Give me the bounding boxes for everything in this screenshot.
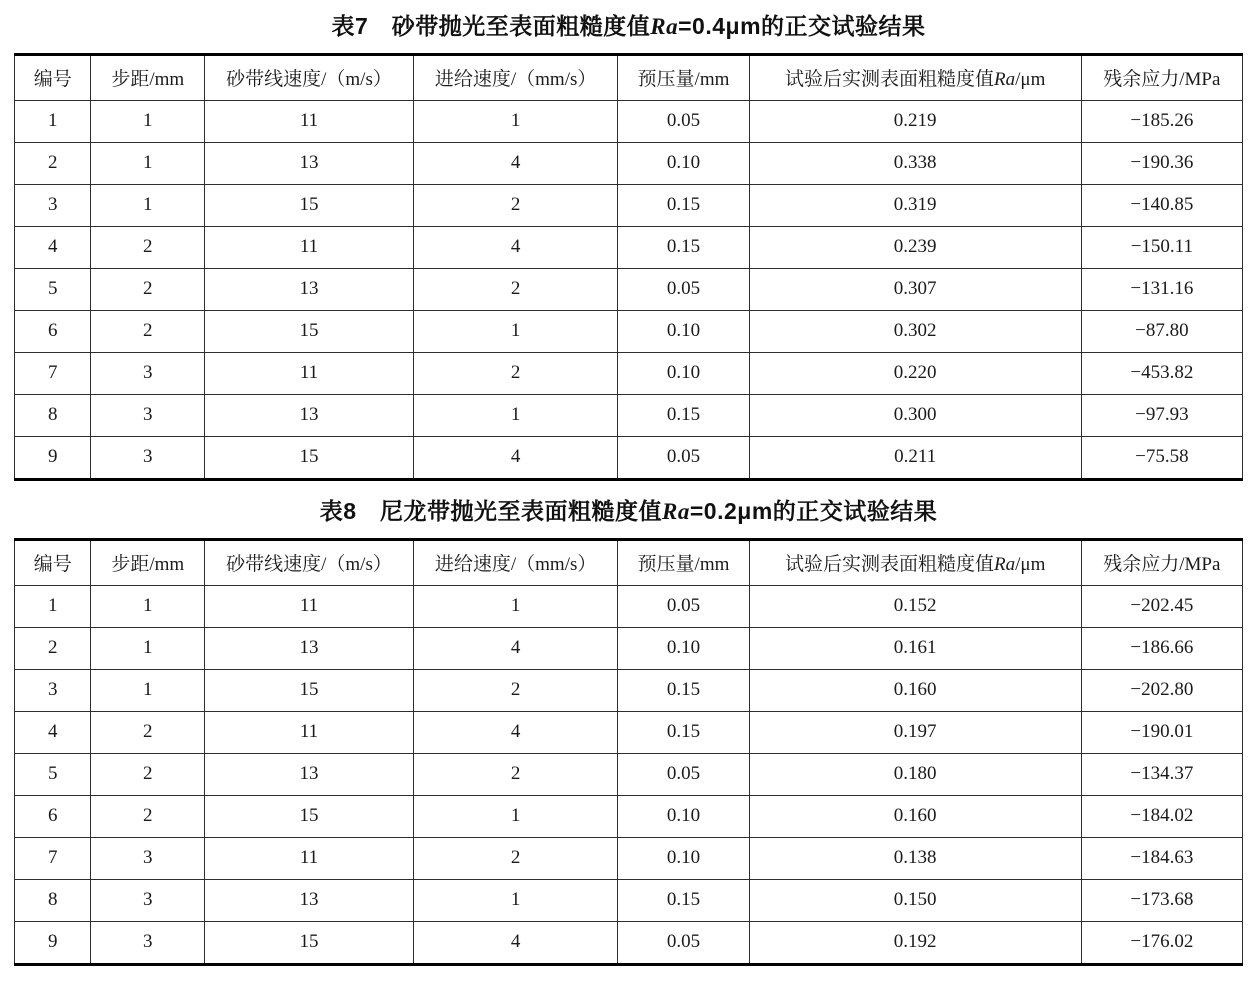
table-row [15, 184, 1243, 226]
table-cell: 1 [414, 310, 618, 352]
table-cell: −131.16 [1081, 268, 1242, 310]
table-cell: 15 [204, 669, 413, 711]
table-cell: 13 [204, 753, 413, 795]
table-row [15, 795, 1243, 837]
table-cell: 5 [15, 268, 91, 310]
table-cell: 1 [15, 100, 91, 142]
column-header: 砂带线速度/（m/s） [204, 54, 413, 100]
table-cell: 11 [204, 352, 413, 394]
header-row [15, 54, 1243, 100]
table-cell: 1 [414, 585, 618, 627]
table-cell: 0.15 [618, 394, 749, 436]
table-cell: 0.211 [749, 436, 1081, 479]
table-cell: 2 [15, 142, 91, 184]
table-cell: 7 [15, 837, 91, 879]
table-cell: 11 [204, 711, 413, 753]
table-row [15, 921, 1243, 964]
table-cell: 0.152 [749, 585, 1081, 627]
table-cell: 0.15 [618, 226, 749, 268]
table-cell: 1 [414, 100, 618, 142]
table-cell: 1 [414, 879, 618, 921]
table-cell: 0.300 [749, 394, 1081, 436]
column-header: 试验后实测表面粗糙度值Ra/μm [749, 54, 1081, 100]
table-row [15, 394, 1243, 436]
table-cell: 4 [15, 711, 91, 753]
table-cell: 2 [414, 268, 618, 310]
table-cell: 9 [15, 436, 91, 479]
table-cell: 4 [414, 711, 618, 753]
table-cell: 13 [204, 879, 413, 921]
table-cell: 13 [204, 268, 413, 310]
table-row [15, 627, 1243, 669]
table-cell: 1 [91, 100, 205, 142]
table-cell: 0.05 [618, 100, 749, 142]
table-cell: 0.15 [618, 879, 749, 921]
table-cell: 3 [91, 921, 205, 964]
table-cell: −184.02 [1081, 795, 1242, 837]
table-cell: 2 [414, 352, 618, 394]
table-cell: 1 [91, 142, 205, 184]
table-cell: 0.150 [749, 879, 1081, 921]
table-cell: 0.239 [749, 226, 1081, 268]
table-cell: 3 [91, 394, 205, 436]
table-cell: 9 [15, 921, 91, 964]
column-header: 残余应力/MPa [1081, 539, 1242, 585]
table-cell: −184.63 [1081, 837, 1242, 879]
table-cell: 11 [204, 837, 413, 879]
table-cell: 6 [15, 795, 91, 837]
table-cell: 0.319 [749, 184, 1081, 226]
table-8-caption: 表8 尼龙带抛光至表面粗糙度值Ra=0.2μm的正交试验结果 [319, 497, 938, 524]
table-cell: 11 [204, 585, 413, 627]
table-cell: 0.220 [749, 352, 1081, 394]
table-cell: 3 [91, 837, 205, 879]
table-cell: 0.10 [618, 310, 749, 352]
header-row [15, 539, 1243, 585]
table-row [15, 669, 1243, 711]
table-cell: 0.15 [618, 184, 749, 226]
table-cell: 0.161 [749, 627, 1081, 669]
table-cell: 13 [204, 627, 413, 669]
table-row [15, 310, 1243, 352]
table-cell: 2 [91, 711, 205, 753]
table-cell: 0.05 [618, 921, 749, 964]
table-cell: 2 [91, 795, 205, 837]
table-cell: −75.58 [1081, 436, 1242, 479]
table-cell: 4 [15, 226, 91, 268]
table-cell: 2 [91, 268, 205, 310]
table-cell: 0.05 [618, 753, 749, 795]
column-header: 预压量/mm [618, 539, 749, 585]
table-row [15, 753, 1243, 795]
table-cell: 0.307 [749, 268, 1081, 310]
table-cell: −186.66 [1081, 627, 1242, 669]
table-row [15, 142, 1243, 184]
table-cell: 2 [414, 184, 618, 226]
table-cell: 3 [91, 352, 205, 394]
table-cell: 0.10 [618, 795, 749, 837]
column-header: 残余应力/MPa [1081, 54, 1242, 100]
table-cell: 15 [204, 436, 413, 479]
table-7-block [14, 12, 1243, 481]
table-cell: 1 [414, 795, 618, 837]
table-cell: −202.45 [1081, 585, 1242, 627]
table-cell: 0.160 [749, 669, 1081, 711]
table-cell: −453.82 [1081, 352, 1242, 394]
table-cell: −150.11 [1081, 226, 1242, 268]
table-cell: −185.26 [1081, 100, 1242, 142]
table-cell: 8 [15, 394, 91, 436]
table-cell: −134.37 [1081, 753, 1242, 795]
table-row [15, 837, 1243, 879]
table-cell: 1 [15, 585, 91, 627]
table-cell: 0.15 [618, 669, 749, 711]
column-header: 进给速度/（mm/s） [414, 54, 618, 100]
table-cell: 0.05 [618, 585, 749, 627]
column-header: 编号 [15, 54, 91, 100]
table-cell: 3 [91, 436, 205, 479]
table-cell: 11 [204, 226, 413, 268]
table-cell: 0.05 [618, 436, 749, 479]
table-cell: 0.197 [749, 711, 1081, 753]
column-header: 试验后实测表面粗糙度值Ra/μm [749, 539, 1081, 585]
table-cell: 0.15 [618, 711, 749, 753]
table-row [15, 226, 1243, 268]
column-header: 预压量/mm [618, 54, 749, 100]
table-cell: 0.192 [749, 921, 1081, 964]
column-header: 进给速度/（mm/s） [414, 539, 618, 585]
table-row [15, 268, 1243, 310]
table-cell: 4 [414, 226, 618, 268]
table-7-caption: 表7 砂带抛光至表面粗糙度值Ra=0.4μm的正交试验结果 [331, 13, 926, 39]
table-cell: 4 [414, 921, 618, 964]
table-row [15, 585, 1243, 627]
table-cell: 15 [204, 921, 413, 964]
table-cell: 1 [91, 627, 205, 669]
table-cell: 1 [414, 394, 618, 436]
table-7-header [15, 54, 1243, 100]
table-8-block [14, 497, 1243, 966]
table-cell: 2 [91, 753, 205, 795]
table-cell: 0.160 [749, 795, 1081, 837]
table-cell: 2 [15, 627, 91, 669]
table-cell: 3 [15, 669, 91, 711]
table-cell: 0.10 [618, 837, 749, 879]
table-cell: 15 [204, 184, 413, 226]
table-cell: 0.302 [749, 310, 1081, 352]
table-row [15, 352, 1243, 394]
document-page [14, 0, 1243, 966]
table-cell: −140.85 [1081, 184, 1242, 226]
table-cell: 0.05 [618, 268, 749, 310]
table-row [15, 879, 1243, 921]
table-cell: 11 [204, 100, 413, 142]
table-cell: 7 [15, 352, 91, 394]
table-cell: 0.138 [749, 837, 1081, 879]
table-cell: −173.68 [1081, 879, 1242, 921]
table-cell: 2 [91, 310, 205, 352]
table-cell: 5 [15, 753, 91, 795]
table-cell: 15 [204, 795, 413, 837]
table-row [15, 100, 1243, 142]
table-cell: −190.01 [1081, 711, 1242, 753]
table-8-header [15, 539, 1243, 585]
table-cell: 2 [414, 669, 618, 711]
orthogonal-results-table-8 [14, 538, 1243, 966]
orthogonal-results-table-7 [14, 53, 1243, 481]
table-cell: 2 [414, 837, 618, 879]
table-cell: −97.93 [1081, 394, 1242, 436]
table-cell: 1 [91, 585, 205, 627]
table-cell: 3 [15, 184, 91, 226]
table-cell: 0.338 [749, 142, 1081, 184]
table-cell: 4 [414, 436, 618, 479]
table-row [15, 436, 1243, 479]
table-cell: 0.219 [749, 100, 1081, 142]
table-cell: 2 [91, 226, 205, 268]
table-cell: −87.80 [1081, 310, 1242, 352]
table-cell: 13 [204, 142, 413, 184]
table-cell: 1 [91, 669, 205, 711]
table-cell: 0.10 [618, 142, 749, 184]
column-header: 步距/mm [91, 54, 205, 100]
table-cell: −190.36 [1081, 142, 1242, 184]
table-cell: 1 [91, 184, 205, 226]
table-cell: 0.10 [618, 627, 749, 669]
table-7-body [15, 100, 1243, 479]
table-cell: 0.180 [749, 753, 1081, 795]
table-8-body [15, 585, 1243, 964]
table-cell: 6 [15, 310, 91, 352]
column-header: 砂带线速度/（m/s） [204, 539, 413, 585]
column-header: 步距/mm [91, 539, 205, 585]
table-cell: 4 [414, 627, 618, 669]
table-cell: 4 [414, 142, 618, 184]
table-cell: 3 [91, 879, 205, 921]
table-row [15, 711, 1243, 753]
column-header: 编号 [15, 539, 91, 585]
table-cell: 8 [15, 879, 91, 921]
table-cell: 2 [414, 753, 618, 795]
table-cell: 15 [204, 310, 413, 352]
table-cell: −176.02 [1081, 921, 1242, 964]
table-cell: 13 [204, 394, 413, 436]
table-cell: 0.10 [618, 352, 749, 394]
table-cell: −202.80 [1081, 669, 1242, 711]
